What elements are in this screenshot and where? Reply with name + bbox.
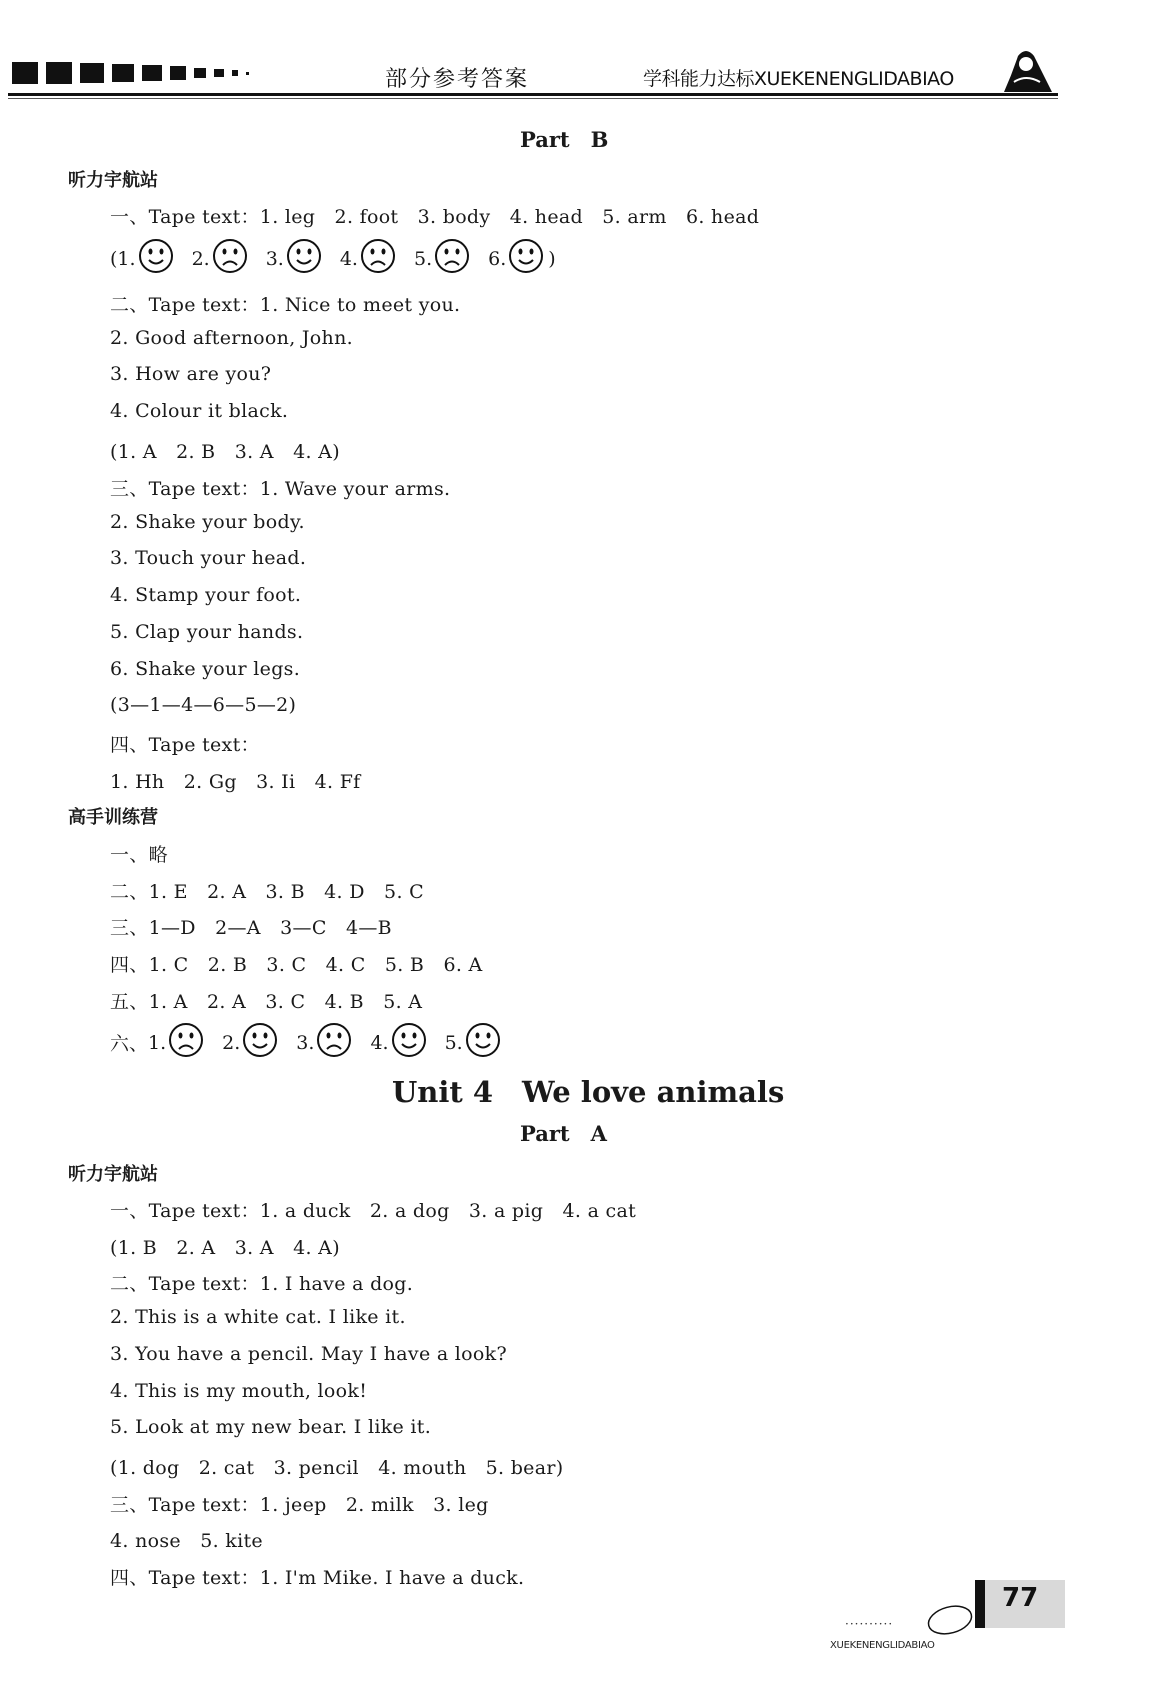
answer-line: 二、Tape text：1. I have a dog.: [110, 1273, 414, 1296]
answer-line: 四、Tape text：: [110, 734, 260, 756]
header-rule: [8, 93, 1058, 96]
answer-line: 5. Look at my new bear. I like it.: [110, 1416, 432, 1439]
part-b-title: Part B: [520, 127, 609, 152]
header-rule-thin: [8, 98, 1058, 99]
face-label: 6.: [488, 247, 507, 270]
frowning-face-icon: [212, 238, 248, 279]
q1-tape-text: 一、Tape text：1. leg 2. foot 3. body 4. head 5. arm 6. head: [110, 206, 760, 228]
footer-dots: ··········: [845, 1617, 894, 1631]
frowning-face-icon: [168, 1022, 204, 1063]
page-number: 77: [1002, 1583, 1039, 1613]
answer-line: 1. Hh 2. Gg 3. Ii 4. Ff: [110, 770, 361, 793]
q6-face-answers: [110, 1022, 505, 1063]
answer-line: 二、1. E 2. A 3. B 4. D 5. C: [110, 880, 424, 903]
answer-line: 三、1—D 2—A 3—C 4—B: [110, 917, 392, 940]
answer-line: 2. This is a white cat. I like it.: [110, 1306, 406, 1329]
answer-line: 4. nose 5. kite: [110, 1530, 263, 1553]
faces-suffix: ): [548, 247, 556, 270]
answer-line: 五、1. A 2. A 3. C 4. B 5. A: [110, 990, 423, 1013]
smiling-face-icon: [286, 238, 322, 279]
footer-brand: XUEKENENGLIDABIAO: [830, 1640, 935, 1651]
answer-line: 4. Colour it black.: [110, 400, 289, 423]
answer-line: 三、Tape text：1. jeep 2. milk 3. leg: [110, 1493, 489, 1516]
section-training-heading: 高手训练营: [68, 807, 158, 828]
smiling-face-icon: [138, 238, 174, 279]
answer-line: (3—1—4—6—5—2): [110, 694, 297, 717]
answer-line: 6. Shake your legs.: [110, 657, 301, 680]
face-label: 2.: [191, 247, 210, 270]
answer-line: (1. dog 2. cat 3. pencil 4. mouth 5. bear): [110, 1456, 564, 1479]
unit4-listening-heading: 听力宇航站: [68, 1164, 158, 1185]
face-label: 4.: [370, 1031, 389, 1054]
answer-line: 四、1. C 2. B 3. C 4. C 5. B 6. A: [110, 954, 483, 977]
smiling-face-icon: [508, 238, 544, 279]
smiling-face-icon: [391, 1022, 427, 1063]
answer-line: 2. Shake your body.: [110, 510, 305, 533]
face-label: 1.: [148, 1031, 167, 1054]
reader-illustration-icon: [1000, 48, 1056, 96]
answer-line: 3. How are you?: [110, 363, 272, 386]
part-a-title: Part A: [520, 1121, 607, 1146]
answer-line: 3. Touch your head.: [110, 547, 307, 570]
answer-line: (1. A 2. B 3. A 4. A): [110, 440, 340, 463]
header-brand: 学科能力达标XUEKENENGLIDABIAO: [643, 68, 954, 90]
answer-line: 4. This is my mouth, look!: [110, 1379, 368, 1402]
unit-title: Unit 4 We love animals: [392, 1075, 785, 1109]
face-label: 2.: [222, 1031, 241, 1054]
answer-line: 4. Stamp your foot.: [110, 584, 302, 607]
answer-line: 一、Tape text：1. a duck 2. a dog 3. a pig 4. a cat: [110, 1200, 637, 1222]
frowning-face-icon: [434, 238, 470, 279]
answer-line: (1. B 2. A 3. A 4. A): [110, 1236, 340, 1259]
q1-face-answers: [110, 238, 556, 279]
answer-line: 三、Tape text：1. Wave your arms.: [110, 478, 451, 500]
smiling-face-icon: [465, 1022, 501, 1063]
smiling-face-icon: [242, 1022, 278, 1063]
face-label: 3.: [265, 247, 284, 270]
answer-line: 5. Clap your hands.: [110, 620, 304, 643]
header-title: 部分参考答案: [385, 67, 530, 92]
answer-line: 3. You have a pencil. May I have a look?: [110, 1342, 507, 1365]
frowning-face-icon: [360, 238, 396, 279]
answer-line: 2. Good afternoon, John.: [110, 326, 353, 349]
face-label: 1.: [117, 247, 136, 270]
face-label: 5.: [413, 247, 433, 270]
answer-line: 一、略: [110, 844, 168, 866]
face-label: 5.: [444, 1031, 463, 1054]
frowning-face-icon: [316, 1022, 352, 1063]
faces-prefix: (: [110, 247, 118, 270]
answer-line: 二、Tape text：1. Nice to meet you.: [110, 294, 461, 316]
face-label: 4.: [339, 247, 358, 270]
section-listening-heading: 听力宇航站: [68, 170, 158, 191]
answer-line: 四、Tape text：1. I'm Mike. I have a duck.: [110, 1567, 525, 1589]
footer-swoosh-icon: [925, 1600, 975, 1640]
face-label: 3.: [296, 1031, 315, 1054]
header-decoration: [12, 62, 249, 84]
faces-prefix: 六、: [110, 1033, 149, 1055]
